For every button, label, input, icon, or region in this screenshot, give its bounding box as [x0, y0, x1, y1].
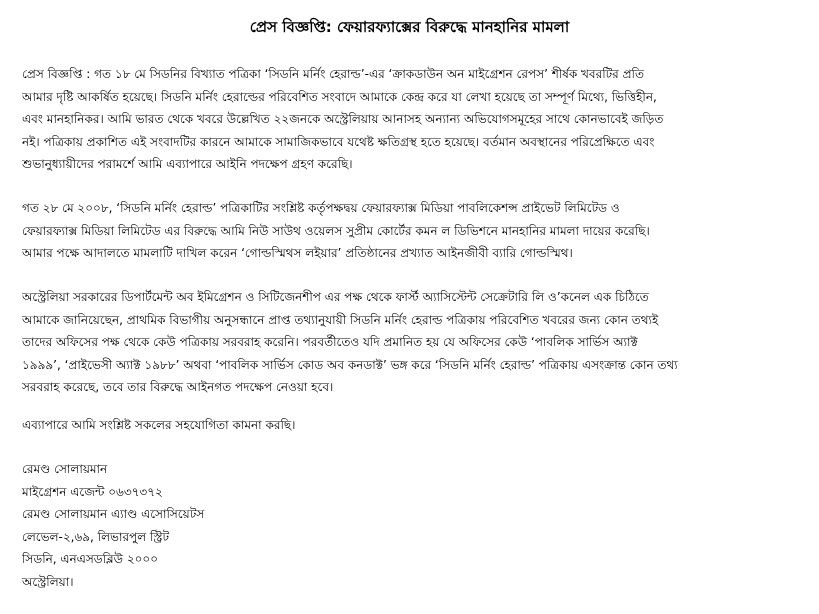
paragraph-line: আমার দৃষ্টি আকর্ষিত হয়েছে। সিডনি মর্নিং হেরাল্ডের পরিবেশিত সংবাদে আমাকে কেন্দ্র করে যা লেখা হয়েছে তা সম্পূর্ণ মিথ্যে, ভিত্তিহীন,	[22, 89, 657, 104]
paragraph-line: অস্ট্রেলিয়া সরকারের ডিপার্টমেন্ট অব ইমিগ্রেশন ও সিটিজেনশীপ এর পক্ষ থেকে ফার্স্ট অ্যাসিস্টেন্ট সেক্রেটারি লি ও’কনেল এক চিঠিতে	[22, 290, 649, 304]
document-title: প্রেস বিজ্ঞপ্তি: ফেয়ারফ্যাক্সের বিরুদ্ধে মানহানির মামলা	[249, 18, 570, 36]
paragraph-4	[22, 414, 797, 437]
paragraph-line: আমার পক্ষে আদালতে মামলাটি দাখিল করেন ‘গোল্ডস্মিথস লইয়ার’ প্রতিষ্ঠানের প্রখ্যাত আইনজীবী ব্যারি গোল্ডস্মিথ।	[22, 246, 573, 260]
signature-agent-number: মাইগ্রেশন এজেন্ট ০৬৩৭৩৭২	[22, 484, 163, 499]
paragraph-line: প্রেস বিজ্ঞপ্তি : গত ১৮ মে সিডনির বিখ্যাত পত্রিকা ‘সিডনি মর্নিং হেরাল্ড’-এর ‘ক্রাকডাউন অন মাইগ্রেশন রেপস’ শীর্ষক খবরটির প্রতি	[22, 67, 644, 81]
paragraph-line: এব্যাপারে আমি সংশ্লিষ্ট সকলের সহযোগিতা কামনা করছি।	[22, 418, 296, 432]
paragraph-line: গত ২৮ মে ২০০৮, ‘সিডনি মর্নিং হেরাল্ড’ পত্রিকাটির সংশ্লিষ্ট কর্তৃপক্ষদ্বয় ফেয়ারফ্যাক্স মিডিয়া পাবলিকেশন্স প্রাইভেট লিমিটেড ও	[22, 201, 620, 215]
signature-address-line: লেভেল-২,৬৯, লিভারপুল স্ট্রিট	[22, 529, 170, 544]
paragraph-1	[22, 63, 797, 176]
paragraph-line: তাদের অফিসের পক্ষ থেকে কেউ পত্রিকায় সরবরাহ করেনি। পরবর্তীতেও যদি প্রমানিত হয় যে অফিসের কেউ ‘পাবলিক সার্ভিস অ্যাক্ট	[22, 335, 638, 349]
paragraph-line: শুভানুধ্যায়ীদের পরামর্শে আমি এব্যাপারে আইনি পদক্ষেপ গ্রহণ করেছি।	[22, 157, 353, 171]
paragraph-line: এবং মানহানিকর। আমি ভারত থেকে খবরে উল্লেখিত ২২জনকে অস্ট্রেলিয়ায় আনাসহ অন্যান্য অভিযোগসমূহের সাথে কোনভাবেই জড়িত	[22, 112, 664, 126]
paragraph-line: ১৯৯৯’, ‘প্রাইভেসী অ্যাক্ট ১৯৮৮’ অথবা ‘পাবলিক সার্ভিস কোড অব কনডাক্ট’ ভঙ্গ করে ‘সিডনি মর্নিং হেরাল্ড’ পত্রিকায় এসংক্রান্ত কোন তথ্য	[22, 357, 678, 372]
signature-company: রেমণ্ড সোলায়মান এ্যাণ্ড এসোসিয়েটস	[22, 507, 205, 521]
signature-city-line: সিডনি, এনএসডব্লিউ ২০০০	[22, 552, 159, 566]
paragraph-3	[22, 286, 797, 399]
signature-country: অস্ট্রেলিয়া।	[22, 574, 74, 589]
signature-name: রেমণ্ড সোলায়মান	[22, 462, 108, 476]
paragraph-line: নই। পত্রিকায় প্রকাশিত এই সংবাদটির কারনে আমাকে সামাজিকভাবে যথেষ্ট ক্ষতিগ্রস্থ হতে হয়েছে। বর্তমান অবস্থানের পরিপ্রেক্ষিতে এবং	[22, 134, 655, 149]
paragraph-line: ফেয়ারফ্যাক্স মিডিয়া লিমিটেড এর বিরুদ্ধে আমি নিউ সাউথ ওয়েলস সুপ্রীম কোর্টের কমন ল ডিভিশনে মানহানির মামলা দায়ের করেছি।	[22, 223, 650, 238]
paragraph-line: আমাকে জানিয়েছেন, প্রাথমিক বিভাগীয় অনুসন্ধানে প্রাপ্ত তথ্যানুযায়ী সিডনি মর্নিং হেরাল্ড পত্রিকায় পরিবেশিত খবরের জন্য কোন তথ্যই	[22, 312, 659, 327]
signature-block	[22, 458, 204, 593]
paragraph-2	[22, 197, 797, 265]
paragraph-line: সরবরাহ করেছে, তবে তার বিরুদ্ধে আইনগত পদক্ষেপ নেওয়া হবে।	[22, 380, 334, 394]
